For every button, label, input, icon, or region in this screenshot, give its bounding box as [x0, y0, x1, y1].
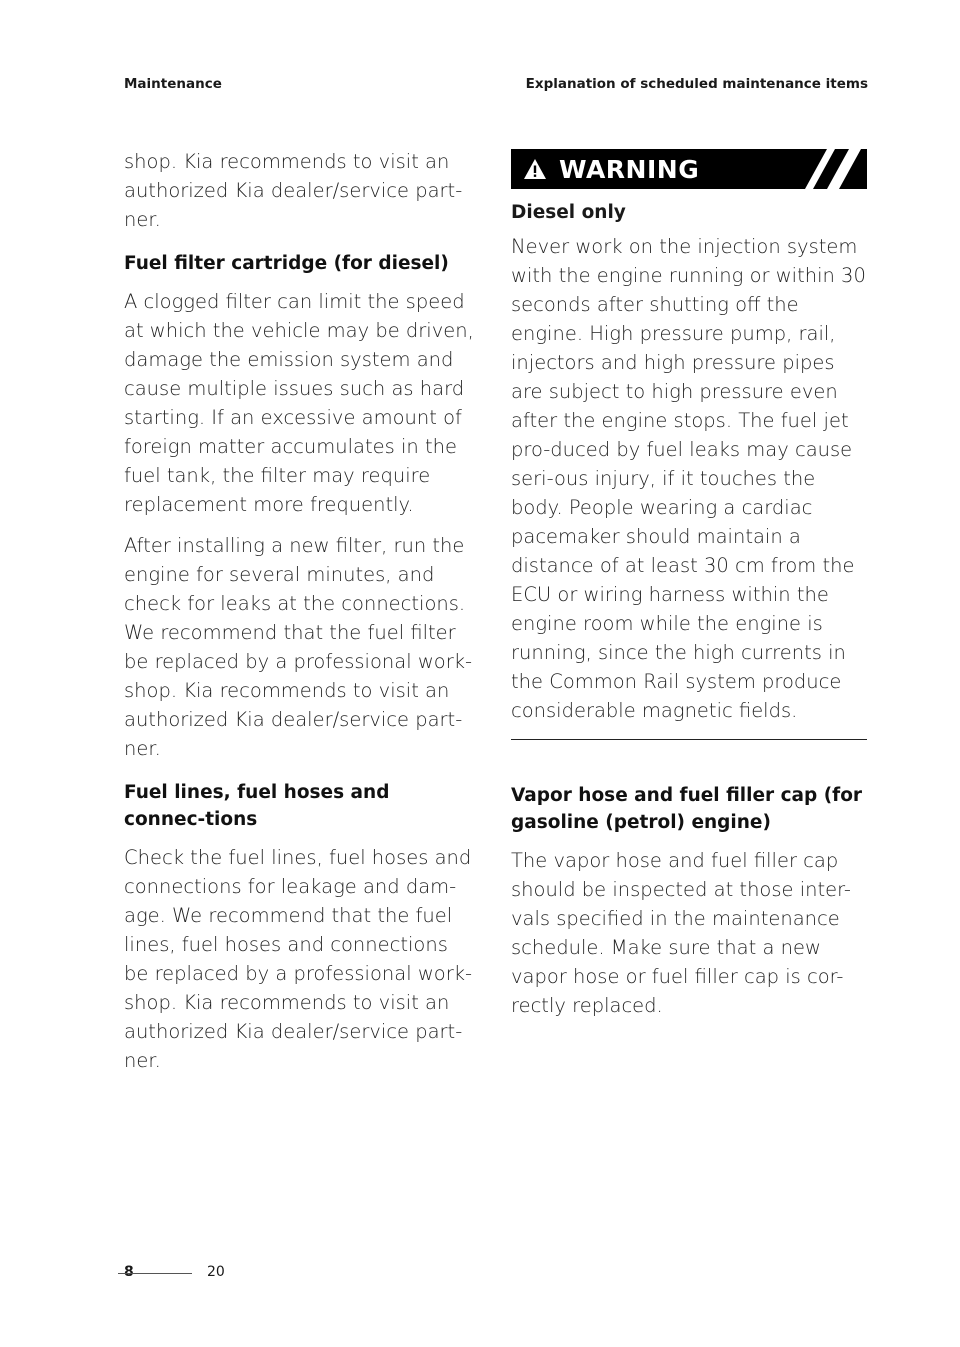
left-column — [124, 147, 476, 1087]
fuel-lines-paragraph: Check the fuel lines, fuel hoses and connections for leakage and dam-age. We recommend that the fuel lines, fuel hoses and connections be replaced by a professional work-shop. Kia recommends to visit an authorized Kia dealer/service part-ner. — [124, 846, 473, 1072]
warning-stripes-icon — [805, 149, 867, 189]
intro-paragraph: shop. Kia recommends to visit an authorized Kia dealer/service part-ner. — [124, 150, 463, 231]
fuel-filter-paragraph-1: A clogged filter can limit the speed at which the vehicle may be driven, damage the emission system and cause multiple issues such as hard starting. If an excessive amount of foreign matter accumulates in the fuel tank, the filter may require replacement more frequently. — [124, 290, 474, 516]
fuel-filter-heading: Fuel filter cartridge (for diesel) — [124, 253, 449, 274]
warning-divider — [511, 739, 867, 740]
footer-divider — [118, 1273, 192, 1274]
warning-banner — [511, 149, 867, 189]
warning-subtitle: Diesel only — [511, 202, 626, 223]
header-section: Maintenance — [124, 76, 222, 92]
vapor-hose-heading: Vapor hose and fuel filler cap (for gasoline (petrol) engine) — [511, 785, 863, 833]
fuel-filter-paragraph-2: After installing a new filter, run the engine for several minutes, and check for leaks at the connections. We recommend that the fuel filter be replaced by a professional work-shop. Kia recommends to visit an authorized Kia dealer/service part-ner. — [124, 534, 473, 760]
chapter-number: 8 — [124, 1264, 134, 1280]
warning-triangle-icon — [523, 158, 547, 180]
warning-title: WARNING — [559, 154, 700, 184]
warning-body: Never work on the injection system with the engine running or within 30 seconds after shutting off the engine. High pressure pump, rail, injectors and high pressure pipes are subject to high pressure even after the engine stops. The fuel jet pro-duced by fuel leaks may cause seri-ous injury, if it touches the body. People wearing a cardiac pacemaker should maintain a distance of at least 30 cm from the ECU or wiring harness within the engine room while the engine is running, since the high currents in the Common Rail system produce considerable magnetic fields. — [511, 235, 866, 722]
vapor-hose-paragraph: The vapor hose and fuel filler cap should be inspected at those inter-vals specified in the maintenance schedule. Make sure that a new vapor hose or fuel filler cap is cor-rectly replaced. — [511, 849, 851, 1017]
right-column — [511, 147, 867, 1032]
header-topic: Explanation of scheduled maintenance items — [525, 76, 868, 92]
page-number: 20 — [207, 1264, 225, 1280]
fuel-lines-heading: Fuel lines, fuel hoses and connec-tions — [124, 782, 390, 830]
